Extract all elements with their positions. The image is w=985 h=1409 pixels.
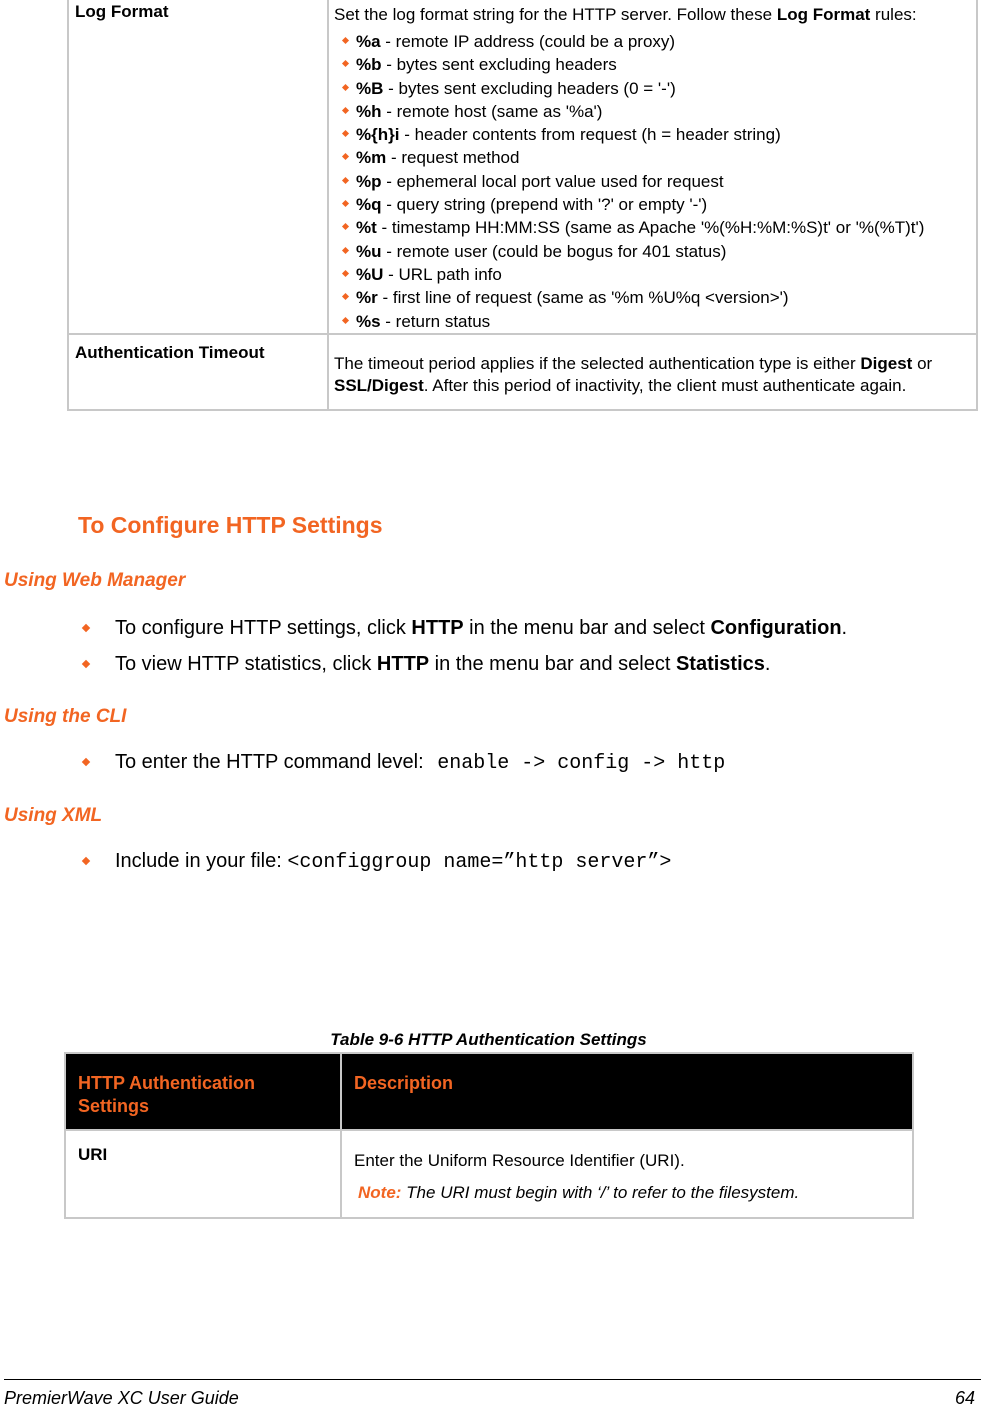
diamond-bullet-icon xyxy=(342,223,349,230)
list-item: %U - URL path info xyxy=(334,263,972,286)
uri-description: Enter the Uniform Resource Identifier (URI). xyxy=(354,1151,685,1170)
setting-description xyxy=(328,0,977,334)
web-manager-heading: Using Web Manager xyxy=(4,570,186,591)
log-format-rules-list xyxy=(334,30,972,333)
diamond-bullet-icon xyxy=(342,84,349,91)
list-item: %q - query string (prepend with '?' or empty '-') xyxy=(334,193,972,216)
diamond-bullet-icon xyxy=(342,317,349,324)
list-item: To view HTTP statistics, click HTTP in the menu bar and select Statistics. xyxy=(115,653,770,676)
diamond-bullet-icon xyxy=(82,758,90,766)
cli-heading: Using the CLI xyxy=(4,706,127,727)
list-item: %B - bytes sent excluding headers (0 = '-') xyxy=(334,77,972,100)
note: Note: The URI must begin with ‘/’ to refer to the filesystem. xyxy=(358,1183,800,1202)
xml-heading: Using XML xyxy=(4,805,103,826)
diamond-bullet-icon xyxy=(82,660,90,668)
column-header: Description xyxy=(341,1053,913,1130)
list-item: %{h}i - header contents from request (h = header string) xyxy=(334,123,972,146)
list-item: %s - return status xyxy=(334,310,972,333)
setting-description xyxy=(341,1130,913,1218)
table-caption: Table 9-6 HTTP Authentication Settings xyxy=(330,1030,647,1049)
diamond-bullet-icon xyxy=(342,130,349,137)
table-row xyxy=(65,1130,913,1218)
table-header-row xyxy=(65,1053,913,1130)
setting-description: The timeout period applies if the selected authentication type is either Digest or SSL/Digest. After this period of inactivity, the client must authenticate again. xyxy=(328,334,977,410)
list-item: %r - first line of request (same as '%m %U%q <version>') xyxy=(334,286,972,309)
setting-label: URI xyxy=(65,1130,341,1218)
diamond-bullet-icon xyxy=(342,200,349,207)
page-number: 64 xyxy=(954,1388,975,1408)
diamond-bullet-icon xyxy=(342,60,349,67)
diamond-bullet-icon xyxy=(82,857,90,865)
list-item: %u - remote user (could be bogus for 401 status) xyxy=(334,240,972,263)
table-row xyxy=(68,0,977,334)
list-item: To enter the HTTP command level: enable -> config -> http xyxy=(115,751,725,775)
diamond-bullet-icon xyxy=(342,153,349,160)
log-format-intro: Set the log format string for the HTTP server. Follow these Log Format rules: xyxy=(334,5,917,24)
diamond-bullet-icon xyxy=(342,293,349,300)
list-item: %a - remote IP address (could be a proxy) xyxy=(334,30,972,53)
list-item: %p - ephemeral local port value used for request xyxy=(334,170,972,193)
setting-label: Authentication Timeout xyxy=(68,334,328,410)
settings-table xyxy=(67,0,978,411)
diamond-bullet-icon xyxy=(82,624,90,632)
cli-command: enable -> config -> http xyxy=(437,752,726,775)
section-title: To Configure HTTP Settings xyxy=(78,512,383,538)
list-item: %m - request method xyxy=(334,146,972,169)
list-item: %h - remote host (same as '%a') xyxy=(334,100,972,123)
diamond-bullet-icon xyxy=(342,37,349,44)
footer-title: PremierWave XC User Guide xyxy=(4,1388,239,1408)
auth-settings-table xyxy=(64,1052,914,1219)
list-item: %t - timestamp HH:MM:SS (same as Apache '%(%H:%M:%S)t' or '%(%T)t') xyxy=(334,216,972,239)
footer-divider xyxy=(4,1379,981,1380)
list-item: To configure HTTP settings, click HTTP in the menu bar and select Configuration. xyxy=(115,617,847,640)
list-item: Include in your file: <configgroup name=”http server”> xyxy=(115,850,671,874)
list-item: %b - bytes sent excluding headers xyxy=(334,53,972,76)
table-row xyxy=(68,334,977,410)
column-header: HTTP Authentication Settings xyxy=(65,1053,341,1130)
diamond-bullet-icon xyxy=(342,107,349,114)
xml-code: <configgroup name=”http server”> xyxy=(287,851,672,874)
diamond-bullet-icon xyxy=(342,247,349,254)
diamond-bullet-icon xyxy=(342,270,349,277)
setting-label: Log Format xyxy=(68,0,328,334)
diamond-bullet-icon xyxy=(342,177,349,184)
